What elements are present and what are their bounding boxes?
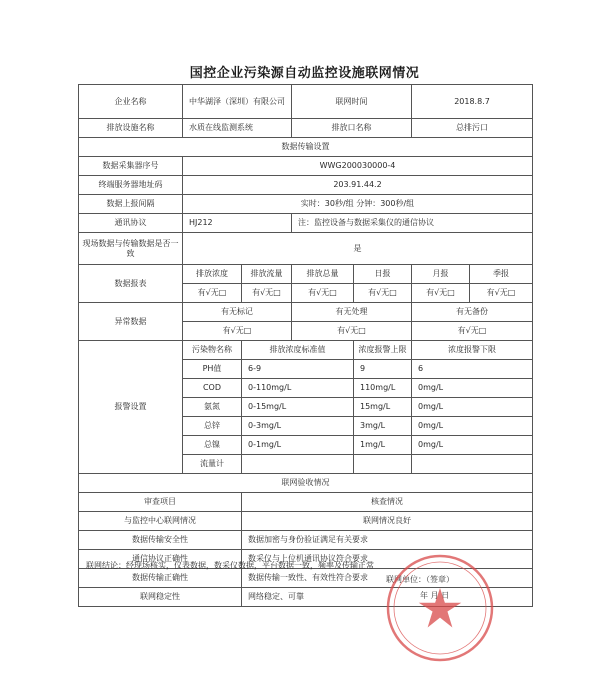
upper-limit [354, 455, 412, 474]
review-result: 数据加密与身份验证满足有关要求 [242, 531, 533, 550]
alarm-header: 排放浓度标准值 [242, 341, 354, 360]
acceptance-section-title: 联网验收情况 [79, 474, 533, 493]
facility-value: 水质在线监测系统 [183, 119, 292, 138]
pollutant-name: COD [183, 379, 242, 398]
collector-label: 数据采集器序号 [79, 157, 183, 176]
review-item: 通信协议正确性 [79, 550, 242, 569]
interval-label: 数据上报间隔 [79, 195, 183, 214]
lower-limit [412, 455, 533, 474]
report-item: 排放总量 [292, 265, 354, 284]
seal-star-icon [423, 592, 457, 624]
consistency-value: 是 [183, 233, 533, 265]
review-result: 网络稳定、可靠 [242, 588, 533, 607]
upper-limit: 1mg/L [354, 436, 412, 455]
company-value: 中华湖泽（深圳）有限公司 [183, 85, 292, 119]
lower-limit: 0mg/L [412, 417, 533, 436]
protocol-label: 通讯协议 [79, 214, 183, 233]
alarm-header: 污染物名称 [183, 341, 242, 360]
network-time-value: 2018.8.7 [412, 85, 533, 119]
abnormal-item: 有无标记 [183, 303, 292, 322]
standard-value: 0-3mg/L [242, 417, 354, 436]
report-check: 有√无□ [292, 284, 354, 303]
report-check: 有√无□ [412, 284, 470, 303]
document-title: 国控企业污染源自动监控设施联网情况 [189, 66, 420, 81]
lower-limit: 6 [412, 360, 533, 379]
report-item: 排放流量 [242, 265, 292, 284]
upper-limit: 110mg/L [354, 379, 412, 398]
lower-limit: 0mg/L [412, 436, 533, 455]
pollutant-name: 总镍 [183, 436, 242, 455]
abnormal-item: 有无处理 [292, 303, 412, 322]
report-check: 有√无□ [470, 284, 533, 303]
report-check: 有√无□ [354, 284, 412, 303]
review-item: 数据传输正确性 [79, 569, 242, 588]
outlet-label: 排放口名称 [292, 119, 412, 138]
standard-value: 6-9 [242, 360, 354, 379]
review-item: 联网稳定性 [79, 588, 242, 607]
report-item: 季报 [470, 265, 533, 284]
review-result: 联网情况良好 [242, 512, 533, 531]
sign-date: 年 月 日 [420, 591, 450, 600]
review-result: 数采仪与上位机通讯协议符合要求 [242, 550, 533, 569]
standard-value: 0-110mg/L [242, 379, 354, 398]
report-check: 有√无□ [183, 284, 242, 303]
report-item: 日报 [354, 265, 412, 284]
standard-value [242, 455, 354, 474]
review-item-header: 审查项目 [79, 493, 242, 512]
review-result-header: 核查情况 [242, 493, 533, 512]
upper-limit: 9 [354, 360, 412, 379]
protocol-note: 注：监控设备与数据采集仪的通信协议 [292, 214, 533, 233]
transmission-section-title: 数据传输设置 [79, 138, 533, 157]
pollutant-name: 流量计 [183, 455, 242, 474]
report-label: 数据报表 [79, 265, 183, 303]
abnormal-label: 异常数据 [79, 303, 183, 341]
facility-label: 排放设施名称 [79, 119, 183, 138]
interval-value: 实时：30秒/组 分钟：300秒/组 [183, 195, 533, 214]
pollutant-name: PH值 [183, 360, 242, 379]
lower-limit: 0mg/L [412, 379, 533, 398]
review-item: 数据传输安全性 [79, 531, 242, 550]
pollutant-name: 总锌 [183, 417, 242, 436]
unit-signature: 联网单位：（签章） [386, 575, 454, 584]
conclusion-text: 联网结论：经现场核实，仪表数据，数采仪数据，平台数据一致，频率及传输正常 [86, 561, 374, 570]
abnormal-check: 有√无□ [412, 322, 533, 341]
standard-value: 0-1mg/L [242, 436, 354, 455]
company-label: 企业名称 [79, 85, 183, 119]
abnormal-check: 有√无□ [183, 322, 292, 341]
upper-limit: 15mg/L [354, 398, 412, 417]
server-label: 终端服务器地址码 [79, 176, 183, 195]
outlet-value: 总排污口 [412, 119, 533, 138]
server-value: 203.91.44.2 [183, 176, 533, 195]
official-seal-stamp [380, 548, 500, 668]
abnormal-item: 有无备份 [412, 303, 533, 322]
network-time-label: 联网时间 [292, 85, 412, 119]
standard-value: 0-15mg/L [242, 398, 354, 417]
protocol-value: HJ212 [183, 214, 292, 233]
report-item: 排放浓度 [183, 265, 242, 284]
abnormal-check: 有√无□ [292, 322, 412, 341]
report-check: 有√无□ [242, 284, 292, 303]
collector-value: WWG200030000-4 [183, 157, 533, 176]
review-result: 数据传输一致性、有效性符合要求 [242, 569, 533, 588]
lower-limit: 0mg/L [412, 398, 533, 417]
alarm-header: 浓度报警上限 [354, 341, 412, 360]
network-status-table [78, 84, 533, 607]
alarm-label: 报警设置 [79, 341, 183, 474]
pollutant-name: 氨氮 [183, 398, 242, 417]
review-item: 与监控中心联网情况 [79, 512, 242, 531]
alarm-header: 浓度报警下限 [412, 341, 533, 360]
report-item: 月报 [412, 265, 470, 284]
upper-limit: 3mg/L [354, 417, 412, 436]
consistency-label: 现场数据与传输数据是否一致 [79, 233, 183, 265]
